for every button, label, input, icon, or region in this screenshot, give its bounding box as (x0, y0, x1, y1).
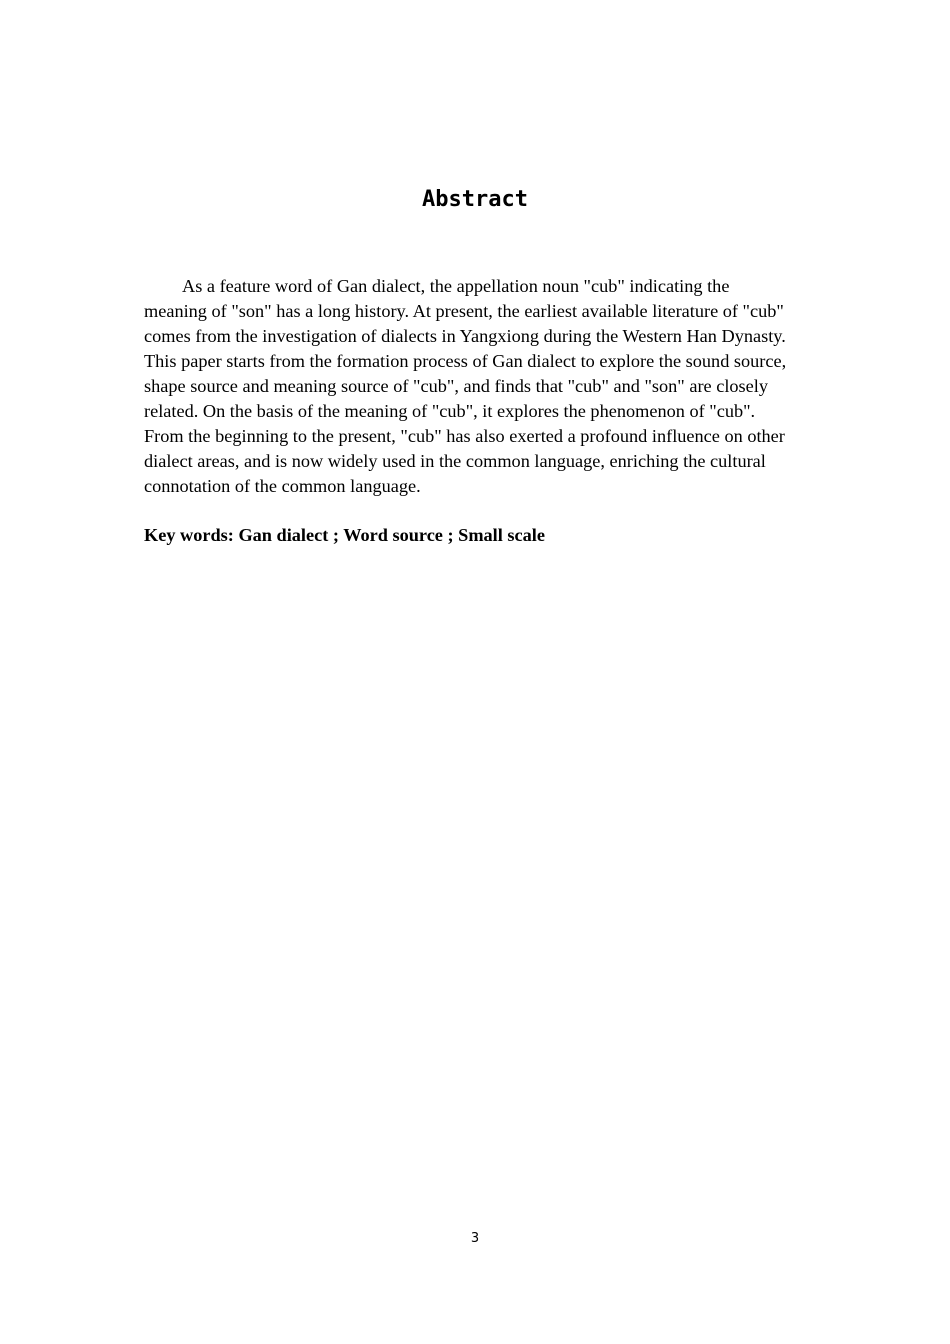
page-number: 3 (470, 1231, 480, 1246)
abstract-body: As a feature word of Gan dialect, the appellation noun "cub" indicating the meaning of "son" has a long history. At present, the earliest available literature of "cub" comes from the investigation of dialects in Yangxiong during the Western Han Dynasty. This paper starts from the formation process of Gan dialect to explore the sound source, shape source and meaning source of "cub", and finds that "cub" and "son" are closely related. On the basis of the meaning of "cub", it explores the phenomenon of "cub". From the beginning to the present, "cub" has also exerted a profound influence on other dialect areas, and is now widely used in the common language, enriching the cultural connotation of the common language. (144, 276, 787, 496)
keywords-line: Key words: Gan dialect ; Word source ; Small scale (144, 525, 545, 545)
abstract-title: Abstract (422, 187, 528, 212)
